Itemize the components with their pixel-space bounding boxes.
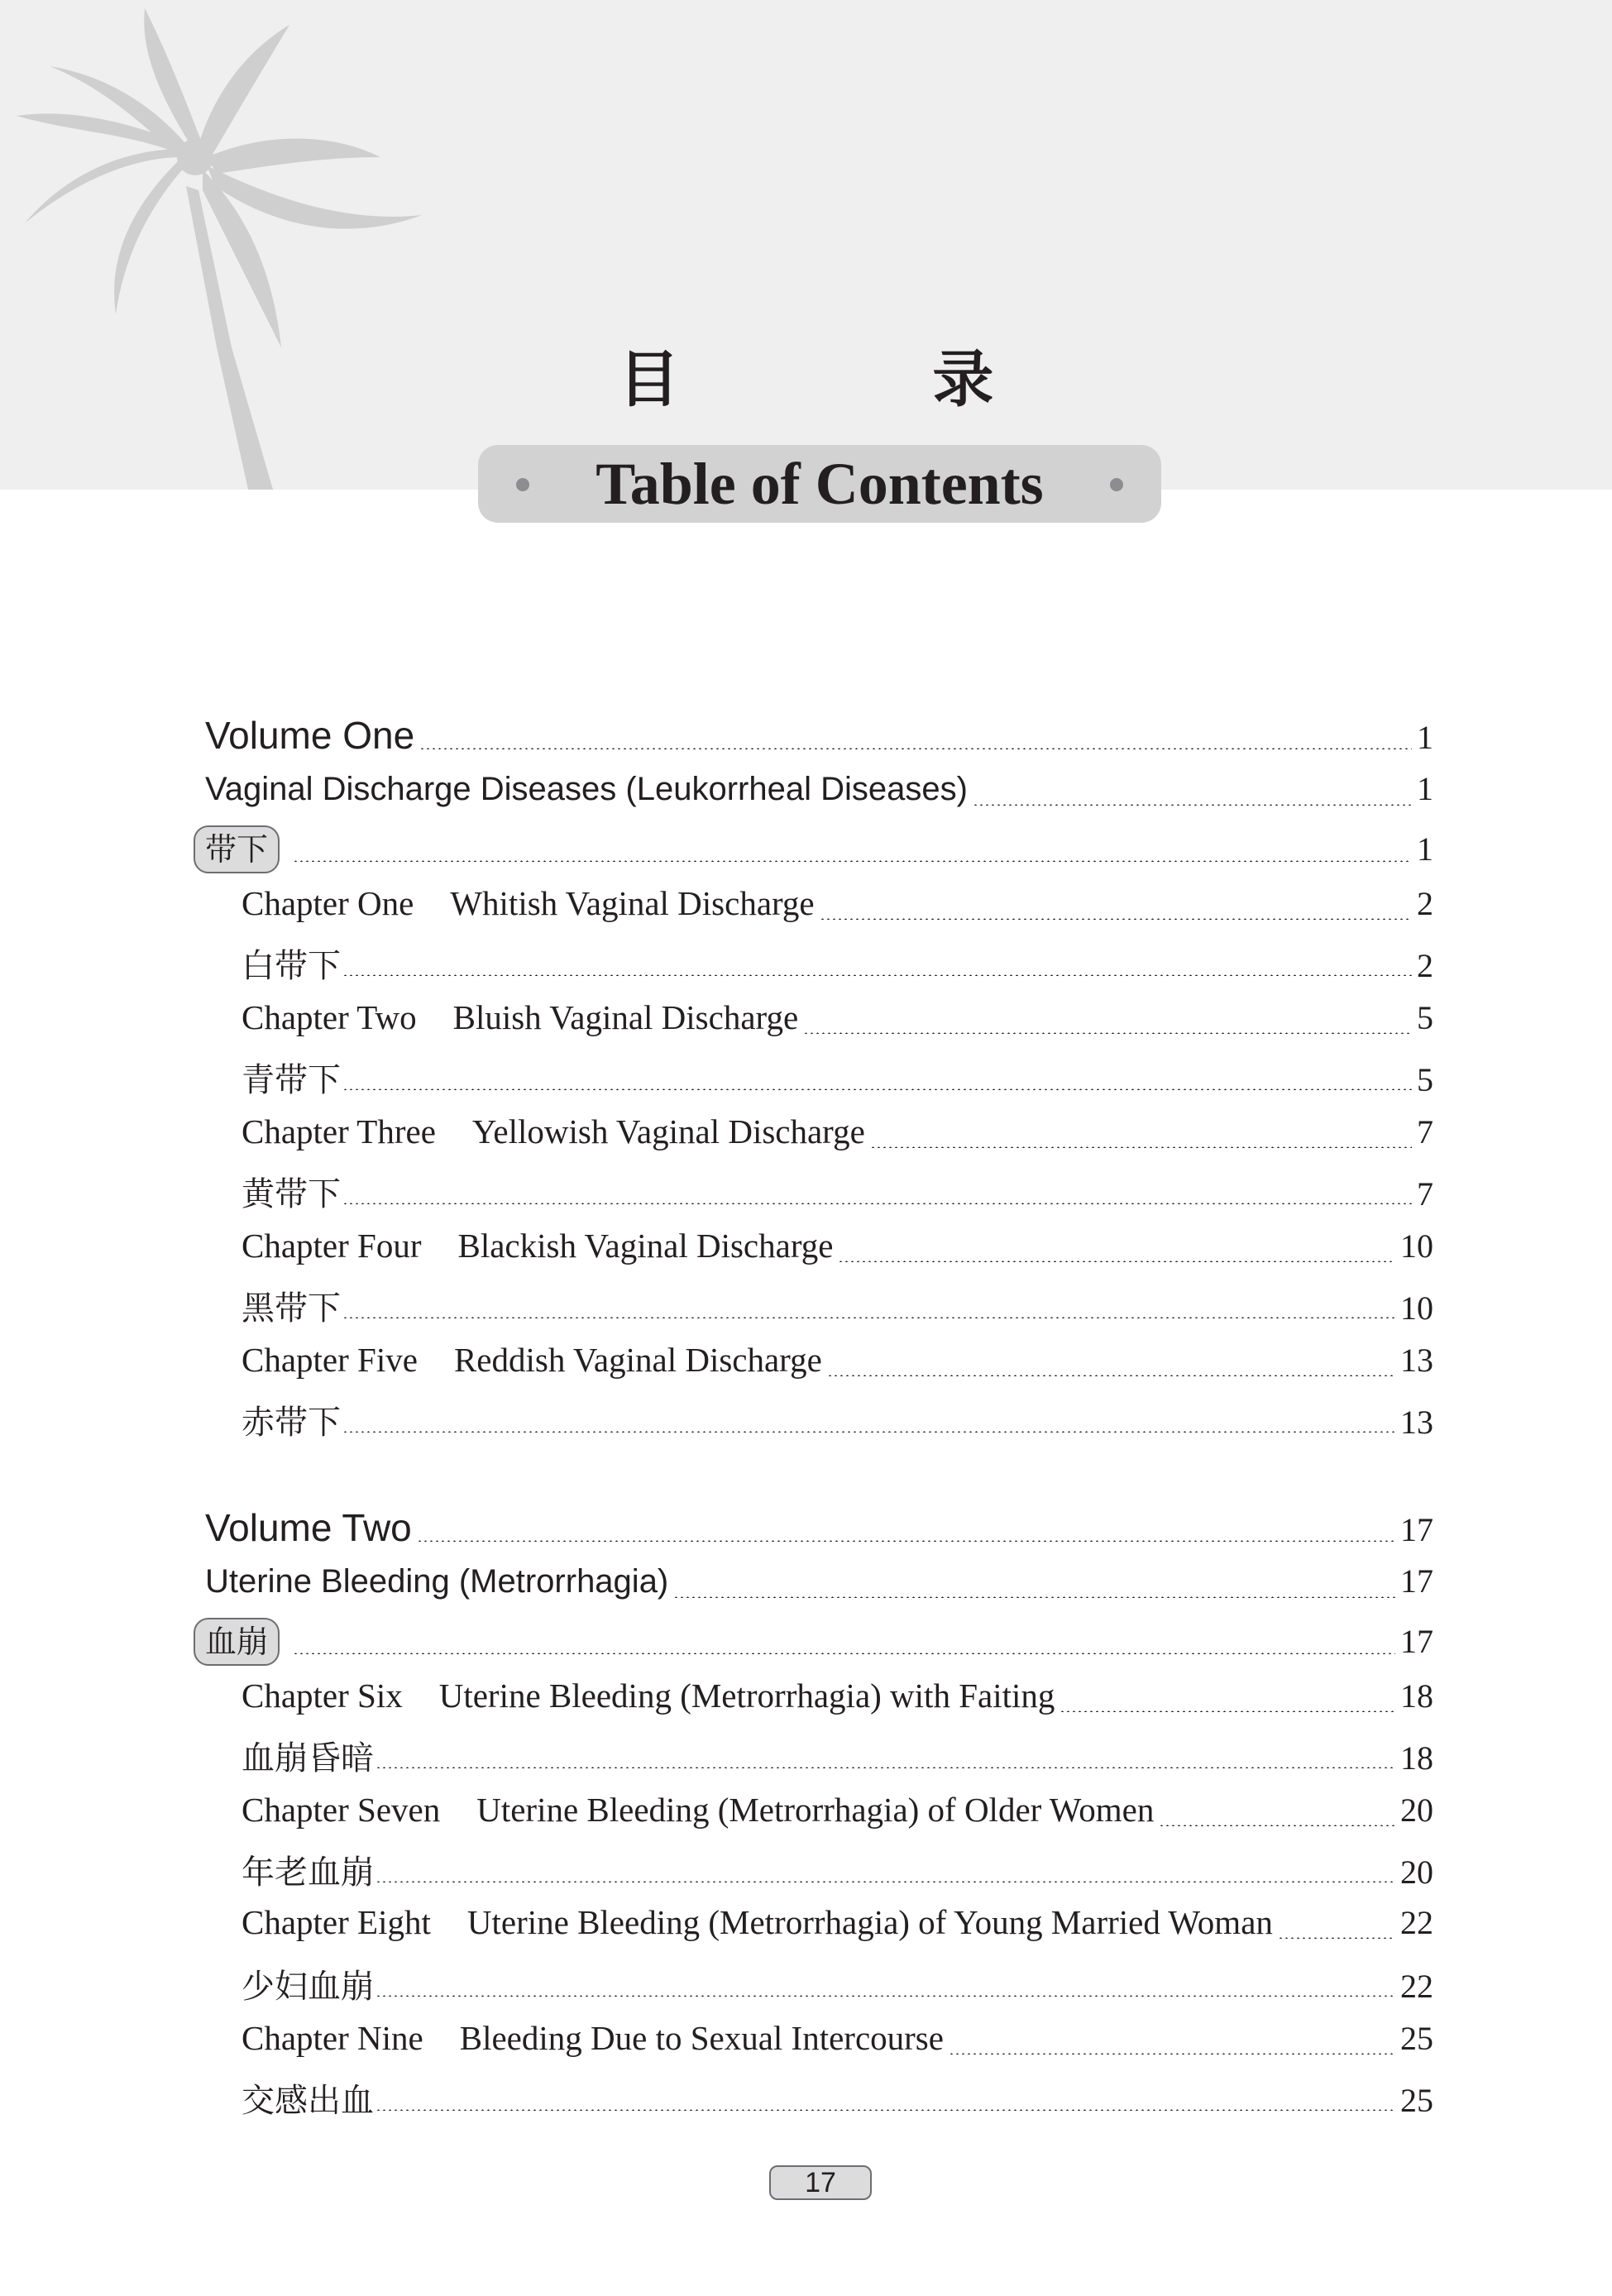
chapter-label — [242, 1676, 1055, 1715]
chapter-label — [242, 1112, 865, 1151]
page-ref: 2 — [1417, 885, 1433, 922]
chapter-title: Blackish Vaginal Discharge — [457, 1227, 834, 1265]
dot-leader — [1060, 1710, 1395, 1712]
volume-label: Volume Two — [205, 1506, 412, 1549]
cn-label: 青带下 — [242, 1061, 341, 1099]
section-badge-label: 血崩 — [194, 1618, 280, 1666]
chapter-title: Bluish Vaginal Discharge — [452, 998, 799, 1036]
section-label: Uterine Bleeding (Metrorrhagia) — [205, 1563, 669, 1600]
section-badge — [194, 1618, 280, 1666]
page-ref: 13 — [1400, 1404, 1433, 1441]
dot-leader — [803, 1032, 1412, 1034]
toc-entry-cn[interactable] — [242, 1732, 1433, 1782]
page-ref: 10 — [1400, 1227, 1433, 1265]
toc-entry-chapter[interactable] — [242, 1112, 1433, 1161]
dot-leader — [419, 748, 1412, 749]
page-ref: 13 — [1400, 1342, 1433, 1379]
chapter-title: Reddish Vaginal Discharge — [453, 1341, 822, 1379]
cn-label: 黑带下 — [242, 1289, 341, 1327]
dot-leader — [342, 1088, 1412, 1090]
page-ref: 20 — [1400, 1791, 1433, 1829]
toc-entry-badge[interactable] — [194, 1618, 1433, 1667]
dot-leader — [342, 1317, 1395, 1318]
dot-leader — [673, 1596, 1395, 1598]
dot-leader — [293, 860, 1412, 862]
toc-entry-chapter[interactable] — [242, 1340, 1433, 1390]
cn-label: 赤带下 — [242, 1404, 341, 1442]
toc-entry-chapter[interactable] — [242, 1790, 1433, 1839]
dot-leader — [870, 1146, 1412, 1148]
page-ref: 1 — [1417, 770, 1433, 807]
chapter-label — [242, 1790, 1154, 1830]
page-ref: 1 — [1417, 719, 1433, 756]
page-ref: 22 — [1400, 1904, 1433, 1941]
toc-entry-section[interactable] — [205, 1562, 1433, 1611]
toc-entry-cn[interactable] — [242, 1846, 1433, 1896]
chapter-number: Chapter Five — [242, 1341, 418, 1379]
toc-entry-volume[interactable] — [205, 713, 1433, 763]
page-ref: 5 — [1417, 1061, 1433, 1098]
page-title: Table of Contents — [596, 451, 1044, 517]
dot-leader — [375, 1995, 1395, 1997]
cn-label: 交感出血 — [242, 2082, 374, 2120]
dot-leader — [949, 2053, 1395, 2054]
chapter-label — [242, 2018, 944, 2058]
dot-leader — [973, 804, 1412, 806]
page-ref: 17 — [1400, 1623, 1433, 1660]
page-ref: 25 — [1400, 2020, 1433, 2057]
page-ref: 22 — [1400, 1968, 1433, 2005]
chapter-number: Chapter Six — [242, 1677, 403, 1715]
toc-entry-chapter[interactable] — [242, 1226, 1433, 1275]
chapter-number: Chapter Four — [242, 1227, 422, 1265]
chapter-number: Chapter Two — [242, 998, 417, 1036]
toc-entry-cn[interactable] — [242, 1054, 1433, 1103]
page-ref: 7 — [1417, 1175, 1433, 1213]
toc-entry-chapter[interactable] — [242, 997, 1433, 1047]
toc-entry-cn[interactable] — [242, 1960, 1433, 2010]
chapter-label — [242, 1902, 1273, 1942]
page-ref: 7 — [1417, 1113, 1433, 1150]
dot-leader — [827, 1375, 1395, 1376]
cn-label: 血崩昏暗 — [242, 1739, 374, 1777]
page-number-badge: 17 — [769, 2165, 872, 2200]
dot-leader — [417, 1540, 1395, 1542]
cn-label: 年老血崩 — [242, 1854, 374, 1892]
page-ref: 17 — [1400, 1511, 1433, 1548]
section-label: Vaginal Discharge Diseases (Leukorrheal Diseases) — [205, 771, 968, 807]
dot-leader — [375, 1767, 1395, 1768]
chapter-number: Chapter Eight — [242, 1903, 431, 1941]
toc-entry-chapter[interactable] — [242, 883, 1433, 933]
chapter-number: Chapter Three — [242, 1112, 436, 1150]
page-ref: 18 — [1400, 1739, 1433, 1777]
dot-leader — [375, 1881, 1395, 1882]
toc-entry-cn[interactable] — [242, 1168, 1433, 1217]
toc-entry-chapter[interactable] — [242, 2018, 1433, 2068]
dot-leader — [1159, 1825, 1395, 1826]
chinese-title: 目 录 — [618, 344, 1110, 415]
dot-leader — [838, 1260, 1395, 1262]
chapter-title: Uterine Bleeding (Metrorrhagia) of Young Married Woman — [466, 1903, 1273, 1941]
section-badge-label: 带下 — [194, 825, 280, 873]
dot-leader — [293, 1653, 1395, 1654]
toc-entry-volume[interactable] — [205, 1505, 1433, 1555]
toc-entry-chapter[interactable] — [242, 1902, 1433, 1952]
page-ref: 18 — [1400, 1677, 1433, 1715]
toc-entry-cn[interactable] — [242, 2074, 1433, 2124]
toc-entry-cn[interactable] — [242, 940, 1433, 989]
dot-leader — [820, 918, 1412, 920]
chapter-title: Uterine Bleeding (Metrorrhagia) of Older Women — [476, 1791, 1155, 1829]
dot-leader — [1278, 1937, 1395, 1939]
chapter-label — [242, 997, 798, 1037]
cn-label: 白带下 — [242, 947, 341, 985]
toc-entry-section[interactable] — [205, 769, 1433, 819]
section-badge — [194, 825, 280, 873]
chapter-title: Yellowish Vaginal Discharge — [471, 1112, 865, 1150]
page-ref: 17 — [1400, 1562, 1433, 1600]
toc-entry-cn[interactable] — [242, 1396, 1433, 1446]
cn-label: 黄带下 — [242, 1175, 341, 1213]
page-ref: 1 — [1417, 830, 1433, 868]
page-ref: 5 — [1417, 999, 1433, 1036]
dot-leader — [375, 2109, 1395, 2111]
chapter-title: Uterine Bleeding (Metrorrhagia) with Faiting — [438, 1677, 1055, 1715]
chapter-title: Bleeding Due to Sexual Intercourse — [459, 2019, 944, 2057]
page-ref: 20 — [1400, 1854, 1433, 1891]
chapter-label — [242, 883, 815, 923]
dot-leader — [342, 1203, 1412, 1204]
chapter-number: Chapter One — [242, 884, 414, 922]
toc-entry-badge[interactable] — [194, 825, 1433, 875]
toc-entry-cn[interactable] — [242, 1282, 1433, 1332]
page-ref: 25 — [1400, 2082, 1433, 2119]
chapter-label — [242, 1340, 822, 1380]
dot-leader — [342, 974, 1412, 976]
chapter-number: Chapter Seven — [242, 1791, 441, 1829]
chapter-title: Whitish Vaginal Discharge — [450, 884, 815, 922]
toc-entry-chapter[interactable] — [242, 1676, 1433, 1725]
chapter-number: Chapter Nine — [242, 2019, 423, 2057]
chapter-label — [242, 1226, 833, 1265]
cn-label: 少妇血崩 — [242, 1968, 374, 2006]
dot-leader — [342, 1431, 1395, 1433]
volume-label: Volume One — [205, 714, 415, 757]
page-ref: 2 — [1417, 947, 1433, 984]
page-ref: 10 — [1400, 1289, 1433, 1327]
